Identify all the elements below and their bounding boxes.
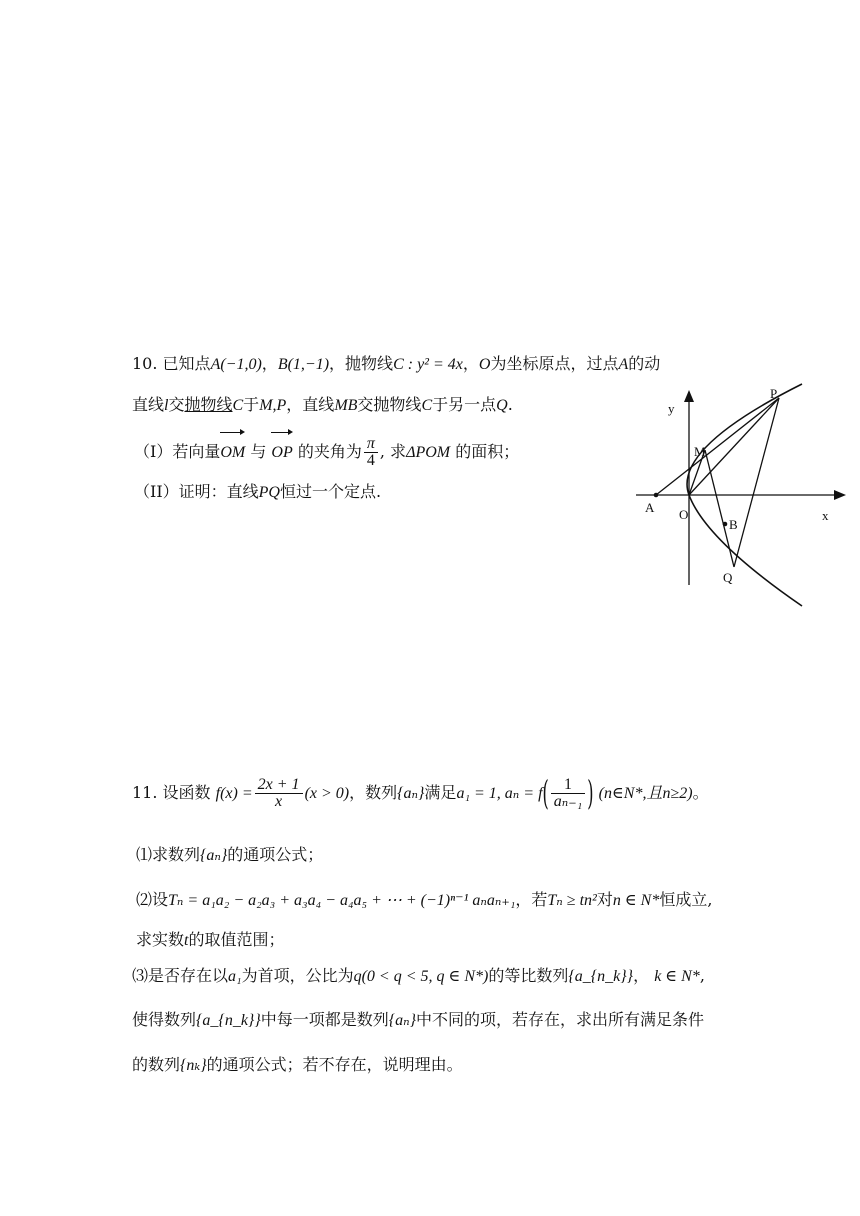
label-m: M xyxy=(694,444,706,459)
label-q: Q xyxy=(723,570,733,585)
label-o: O xyxy=(679,507,689,522)
problem11-q3-line2: 使得数列{a_{n_k}}中每一项都是数列{aₙ}中不同的项，若存在，求出所有满足条件 xyxy=(132,1010,705,1029)
y-axis-arrow xyxy=(684,390,694,402)
problem10-line1: 10. 已知点A(−1,0)，B(1,−1)，抛物线C : y² = 4x，O为坐标原点，过点A的动 xyxy=(132,354,661,373)
point-a xyxy=(654,493,659,498)
problem11-number: 11. xyxy=(132,783,158,802)
problem11-q1: ⑴求数列{aₙ}的通项公式； xyxy=(136,845,324,864)
fraction-2x-plus-1-over-x: $\frac{2x + 1}{x}$ xyxy=(255,777,303,810)
label-p: P xyxy=(770,386,778,401)
label-x: x xyxy=(822,508,829,523)
label-y: y xyxy=(668,401,675,416)
label-b: B xyxy=(729,517,738,532)
vector-op: OP xyxy=(271,433,292,473)
label-a: A xyxy=(645,500,655,515)
problem10-number: 10. xyxy=(132,354,158,373)
problem11-q3-line3: 的数列{nₖ}的通项公式；若不存在，说明理由。 xyxy=(132,1055,463,1074)
problem11-q2-line2: 求实数t的取值范围； xyxy=(136,930,285,949)
parabola-equation: C : y² = 4x xyxy=(393,356,463,373)
parabola-figure xyxy=(628,380,858,620)
problem11-q2: ⑵设Tₙ = a₁a₂ − a₂a₃ + a₃a₄ − a₄a₅ + ⋯ + (−1)ⁿ⁻¹ aₙaₙ₊₁，若Tₙ ≥ tn²对n ∈ N*恒成立, xyxy=(136,890,713,909)
problem11-line1: 11. 设函数 f(x) = $\frac{2x + 1}{x}$ (x > 0)，数列{aₙ}满足a₁ = 1, aₙ = f( $\frac{1}{\text{aₙ₋₁}}$ ) (n∈N*,且n≥2)。 xyxy=(132,772,709,813)
problem10-line2: 直线l交抛物线C于M,P，直线MB交抛物线C于另一点Q. xyxy=(132,395,513,414)
x-axis-arrow xyxy=(834,490,846,500)
problem10-part1: （I）若向量OM 与 OP 的夹角为 $\frac{\pi}{4}$ , 求ΔPOM 的面积； xyxy=(134,432,519,473)
fraction-1-over-an-minus-1: $\frac{1}{\text{aₙ₋₁}}$ xyxy=(551,777,586,810)
point-b xyxy=(723,522,728,527)
line-mq xyxy=(705,450,734,567)
fraction-pi-over-4: $\frac{\pi}{4}$ xyxy=(364,436,378,469)
line-pq xyxy=(734,398,779,567)
problem11-q3: ⑶是否存在以a₁为首项，公比为q(0 < q < 5, q ∈ N*)的等比数列{a_{n_k}}， k ∈ N*, xyxy=(132,966,705,985)
vector-om: OM xyxy=(220,433,245,473)
point-a-coord: A(−1,0) xyxy=(210,356,262,373)
problem10-part2: （II）证明：直线PQ恒过一个定点. xyxy=(134,482,382,501)
point-b-coord: B(1,−1) xyxy=(277,356,330,373)
